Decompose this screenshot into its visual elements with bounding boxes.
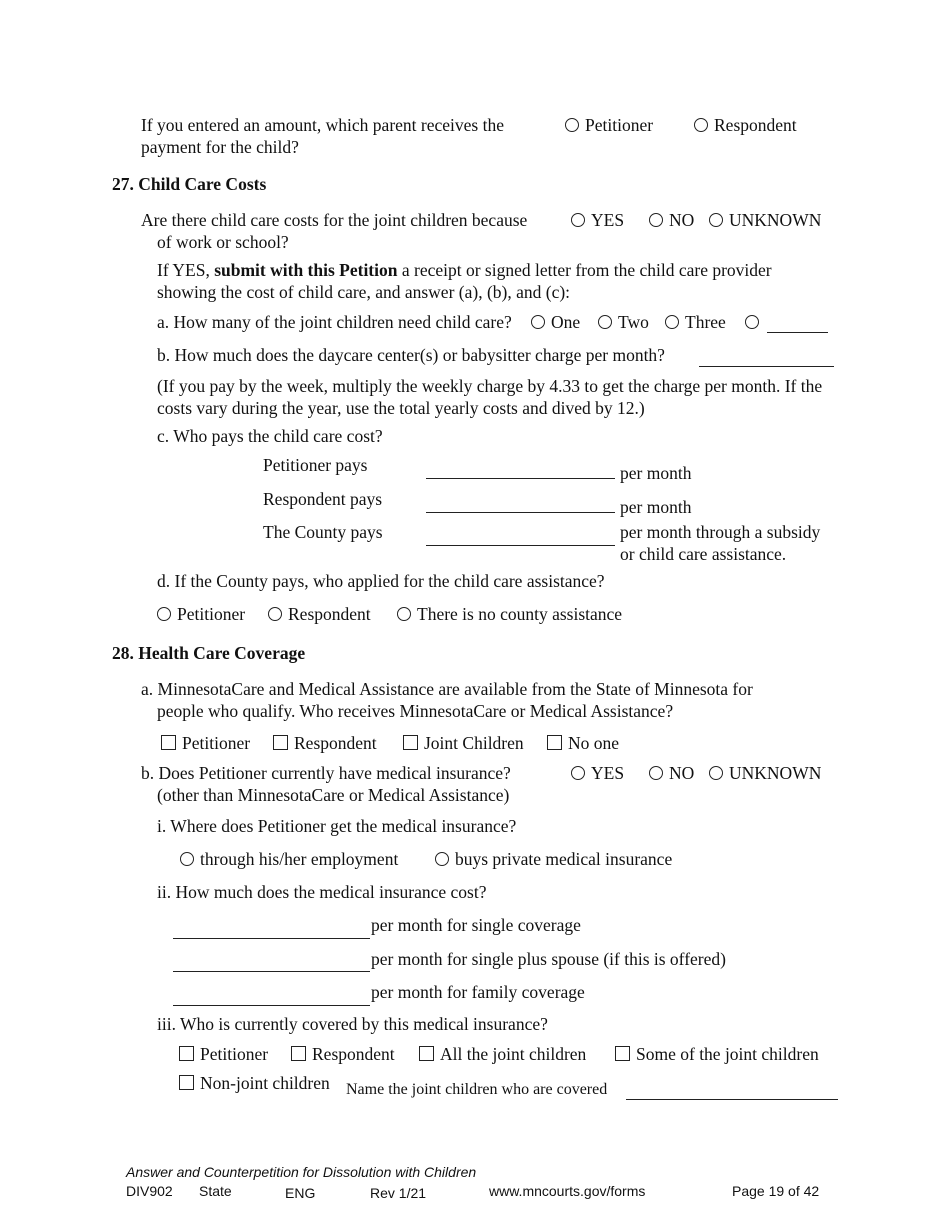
question-c-label: c. Who pays the child care cost? — [157, 426, 383, 446]
radio-icon[interactable] — [435, 852, 449, 866]
a-three-option[interactable] — [665, 311, 726, 333]
option-label: NO — [669, 763, 695, 783]
ifyes-instruction: If YES, submit with this Petition a receipt or signed letter from the child care provider — [157, 260, 772, 280]
radio-icon[interactable] — [598, 315, 612, 329]
option-label: Respondent — [714, 115, 797, 135]
respondent-pays-label: Respondent pays — [263, 489, 383, 509]
question-i-label: i. Where does Petitioner get the medical insurance? — [157, 816, 517, 836]
28a-respondent-checkbox[interactable] — [273, 732, 377, 754]
iii-nonjoint-checkbox[interactable] — [179, 1072, 330, 1094]
covered-children-input[interactable] — [626, 1099, 838, 1100]
a-two-option[interactable] — [598, 311, 649, 333]
petitioner-pays-label: Petitioner pays — [263, 455, 368, 475]
28a-no-one-checkbox[interactable] — [547, 732, 619, 754]
petitioner-pays-input[interactable] — [426, 478, 615, 479]
d-none-option[interactable] — [397, 603, 622, 625]
radio-icon[interactable] — [709, 213, 723, 227]
radio-icon[interactable] — [649, 213, 663, 227]
radio-icon[interactable] — [745, 315, 759, 329]
childcare-no-option[interactable] — [649, 209, 694, 231]
payment-question: If you entered an amount, which parent receives the — [141, 115, 504, 135]
option-label: buys private medical insurance — [455, 849, 673, 869]
checkbox-icon[interactable] — [419, 1046, 434, 1061]
childcare-question-cont: of work or school? — [157, 232, 289, 252]
option-label: YES — [591, 210, 625, 230]
iii-all-joint-checkbox[interactable] — [419, 1043, 586, 1065]
radio-icon[interactable] — [565, 118, 579, 132]
checkbox-icon[interactable] — [179, 1046, 194, 1061]
footer-state: State — [199, 1183, 232, 1199]
option-label: One — [551, 312, 581, 332]
checkbox-icon[interactable] — [161, 735, 176, 750]
28a-joint-children-checkbox[interactable] — [403, 732, 524, 754]
question-28a: a. MinnesotaCare and Medical Assistance are available from the State of Minnesota for — [141, 679, 753, 699]
radio-icon[interactable] — [157, 607, 171, 621]
payment-question-cont: payment for the child? — [141, 137, 299, 157]
28b-yes-option[interactable] — [571, 762, 624, 784]
spouse-coverage-input[interactable] — [173, 971, 370, 972]
weekly-note: (If you pay by the week, multiply the weekly charge by 4.33 to get the charge per month. If the — [157, 376, 823, 396]
footer-page-number: Page 19 of 42 — [732, 1183, 820, 1199]
childcare-yes-option[interactable] — [571, 209, 624, 231]
iii-petitioner-checkbox[interactable] — [179, 1043, 268, 1065]
d-respondent-option[interactable] — [268, 603, 371, 625]
question-28b: b. Does Petitioner currently have medical insurance? — [141, 763, 511, 783]
question-d-label: d. If the County pays, who applied for the child care assistance? — [157, 571, 605, 591]
option-label: There is no county assistance — [417, 604, 623, 624]
radio-icon[interactable] — [694, 118, 708, 132]
petitioner-per-month: per month — [620, 463, 692, 483]
checkbox-icon[interactable] — [547, 735, 562, 750]
i-private-option[interactable] — [435, 848, 672, 870]
28a-petitioner-checkbox[interactable] — [161, 732, 250, 754]
option-label: All the joint children — [440, 1044, 587, 1064]
spouse-coverage-label: per month for single plus spouse (if this is offered) — [371, 949, 726, 969]
checkbox-icon[interactable] — [615, 1046, 630, 1061]
county-per-month-cont: or child care assistance. — [620, 544, 787, 564]
payment-respondent-option[interactable] — [694, 114, 797, 136]
footer-revision: Rev 1/21 — [370, 1185, 427, 1201]
family-coverage-label: per month for family coverage — [371, 982, 585, 1002]
option-label: Some of the joint children — [636, 1044, 819, 1064]
single-coverage-input[interactable] — [173, 938, 370, 939]
a-one-option[interactable] — [531, 311, 580, 333]
question-a-label: a. How many of the joint children need child care? — [157, 312, 512, 332]
option-label: Two — [618, 312, 649, 332]
a-other-option[interactable] — [745, 311, 765, 333]
option-label: Respondent — [312, 1044, 395, 1064]
option-label: UNKNOWN — [729, 210, 822, 230]
footer-form-number: DIV902 — [126, 1183, 173, 1199]
option-label: Petitioner — [177, 604, 246, 624]
checkbox-icon[interactable] — [403, 735, 418, 750]
option-label: No one — [568, 733, 620, 753]
28b-no-option[interactable] — [649, 762, 694, 784]
payment-petitioner-option[interactable] — [565, 114, 653, 136]
option-label: Petitioner — [182, 733, 251, 753]
single-coverage-label: per month for single coverage — [371, 915, 581, 935]
option-label: YES — [591, 763, 625, 783]
b-charge-input[interactable] — [699, 366, 834, 367]
option-label: UNKNOWN — [729, 763, 822, 783]
radio-icon[interactable] — [571, 766, 585, 780]
ifyes-instruction-cont: showing the cost of child care, and answer (a), (b), and (c): — [157, 282, 571, 302]
radio-icon[interactable] — [268, 607, 282, 621]
option-label: Three — [685, 312, 726, 332]
a-other-input[interactable] — [767, 332, 828, 333]
weekly-note-cont: costs vary during the year, use the total yearly costs and dived by 12.) — [157, 398, 645, 418]
radio-icon[interactable] — [665, 315, 679, 329]
option-label: NO — [669, 210, 695, 230]
radio-icon[interactable] — [571, 213, 585, 227]
option-label: Petitioner — [200, 1044, 269, 1064]
iii-some-joint-checkbox[interactable] — [615, 1043, 819, 1065]
footer-language: ENG — [285, 1185, 316, 1201]
d-petitioner-option[interactable] — [157, 603, 245, 625]
28b-unknown-option[interactable] — [709, 762, 821, 784]
question-b-label: b. How much does the daycare center(s) or babysitter charge per month? — [157, 345, 665, 365]
county-pays-input[interactable] — [426, 545, 615, 546]
radio-icon[interactable] — [709, 766, 723, 780]
section-27-heading: 27. Child Care Costs — [112, 174, 267, 194]
radio-icon[interactable] — [397, 607, 411, 621]
footer-url[interactable]: www.mncourts.gov/forms — [489, 1183, 646, 1199]
family-coverage-input[interactable] — [173, 1005, 370, 1006]
question-iii-label: iii. Who is currently covered by this medical insurance? — [157, 1014, 548, 1034]
option-label: Petitioner — [585, 115, 654, 135]
question-ii-label: ii. How much does the medical insurance cost? — [157, 882, 487, 902]
section-28-heading: 28. Health Care Coverage — [112, 643, 306, 663]
checkbox-icon[interactable] — [273, 735, 288, 750]
option-label: through his/her employment — [200, 849, 399, 869]
question-28a-cont: people who qualify. Who receives MinnesotaCare or Medical Assistance? — [157, 701, 674, 721]
footer-title: Answer and Counterpetition for Dissolution with Children — [126, 1164, 477, 1180]
checkbox-icon[interactable] — [179, 1075, 194, 1090]
respondent-per-month: per month — [620, 497, 692, 517]
county-per-month: per month through a subsidy — [620, 522, 821, 542]
option-label: Joint Children — [424, 733, 524, 753]
radio-icon[interactable] — [649, 766, 663, 780]
radio-icon[interactable] — [180, 852, 194, 866]
option-label: Respondent — [294, 733, 377, 753]
covered-children-label: Name the joint children who are covered — [346, 1081, 608, 1098]
radio-icon[interactable] — [531, 315, 545, 329]
option-label: Respondent — [288, 604, 371, 624]
option-label: Non-joint children — [200, 1073, 330, 1093]
checkbox-icon[interactable] — [291, 1046, 306, 1061]
question-28b-cont: (other than MinnesotaCare or Medical Assistance) — [157, 785, 510, 805]
i-employment-option[interactable] — [180, 848, 398, 870]
childcare-question: Are there child care costs for the joint children because — [141, 210, 528, 230]
childcare-unknown-option[interactable] — [709, 209, 821, 231]
county-pays-label: The County pays — [263, 522, 383, 542]
iii-respondent-checkbox[interactable] — [291, 1043, 395, 1065]
respondent-pays-input[interactable] — [426, 512, 615, 513]
